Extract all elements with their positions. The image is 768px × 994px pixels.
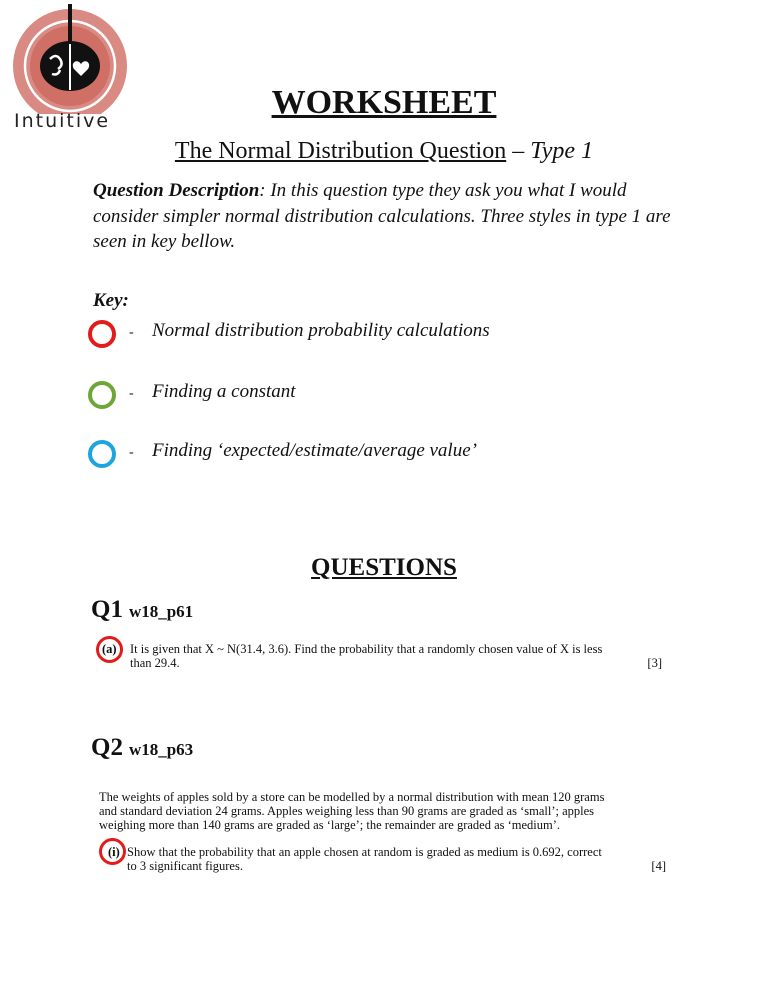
q1-number: Q1	[91, 596, 123, 623]
subtitle-type: Type 1	[530, 138, 594, 164]
key-label: Key:	[93, 290, 129, 311]
subtitle-separator: –	[506, 138, 531, 164]
page-title: WORKSHEET	[271, 84, 497, 121]
key-dash: -	[129, 386, 134, 401]
q2-text-line1: Show that the probability that an apple chosen at random is graded as medium is 0.692, correct	[127, 845, 602, 859]
q2-intro-line: weighing more than 140 grams are graded as ‘large’; the remainder are graded as ‘medium’.	[99, 818, 561, 832]
subtitle-main: The Normal Distribution Question	[174, 138, 507, 164]
key-text: Finding ‘expected/estimate/average value’	[152, 440, 477, 461]
q2-intro-line: The weights of apples sold by a store can be modelled by a normal distribution with mean 120 grams	[99, 790, 605, 804]
key-item-probability	[88, 320, 648, 350]
key-item-expected	[88, 440, 648, 470]
red-circle-icon	[88, 320, 116, 348]
description-label: Question Description	[93, 180, 260, 201]
q2-heading	[91, 734, 193, 762]
q1-question	[96, 636, 662, 672]
q2-marks: [4]	[651, 859, 666, 873]
blue-circle-icon	[88, 440, 116, 468]
question-description	[93, 178, 693, 255]
q1-text-line2: than 29.4.	[130, 656, 180, 670]
q2-code: w18_p63	[128, 740, 194, 759]
q2-number: Q2	[91, 734, 123, 761]
q1-part-label: (a)	[102, 642, 117, 656]
q1-heading	[91, 596, 193, 624]
q2-intro-line: and standard deviation 24 grams. Apples weighing less than 90 grams are graded as ‘small’; apples	[99, 804, 595, 818]
description-text: : In this question type they ask you what I would consider simpler normal distribution calculations. Three styles in type 1 are seen in key bellow.	[93, 180, 671, 252]
q1-text-line1: It is given that X ~ N(31.4, 3.6). Find the probability that a randomly chosen value of X is less	[130, 642, 603, 656]
key-item-constant	[88, 381, 648, 411]
key-dash: -	[129, 325, 134, 340]
page-subtitle	[0, 138, 768, 165]
questions-heading: QUESTIONS	[311, 554, 457, 581]
q1-marks: [3]	[647, 656, 662, 670]
key-text: Finding a constant	[152, 381, 296, 402]
key-dash: -	[129, 445, 134, 460]
q2-question	[99, 838, 666, 874]
q2-part-label: (i)	[108, 845, 120, 859]
key-text: Normal distribution probability calculations	[152, 320, 490, 341]
q2-intro	[99, 790, 669, 832]
q2-text-line2: to 3 significant figures.	[127, 859, 243, 873]
logo-text: Intuitive	[14, 110, 111, 132]
q1-code: w18_p61	[128, 602, 194, 621]
green-circle-icon	[88, 381, 116, 409]
